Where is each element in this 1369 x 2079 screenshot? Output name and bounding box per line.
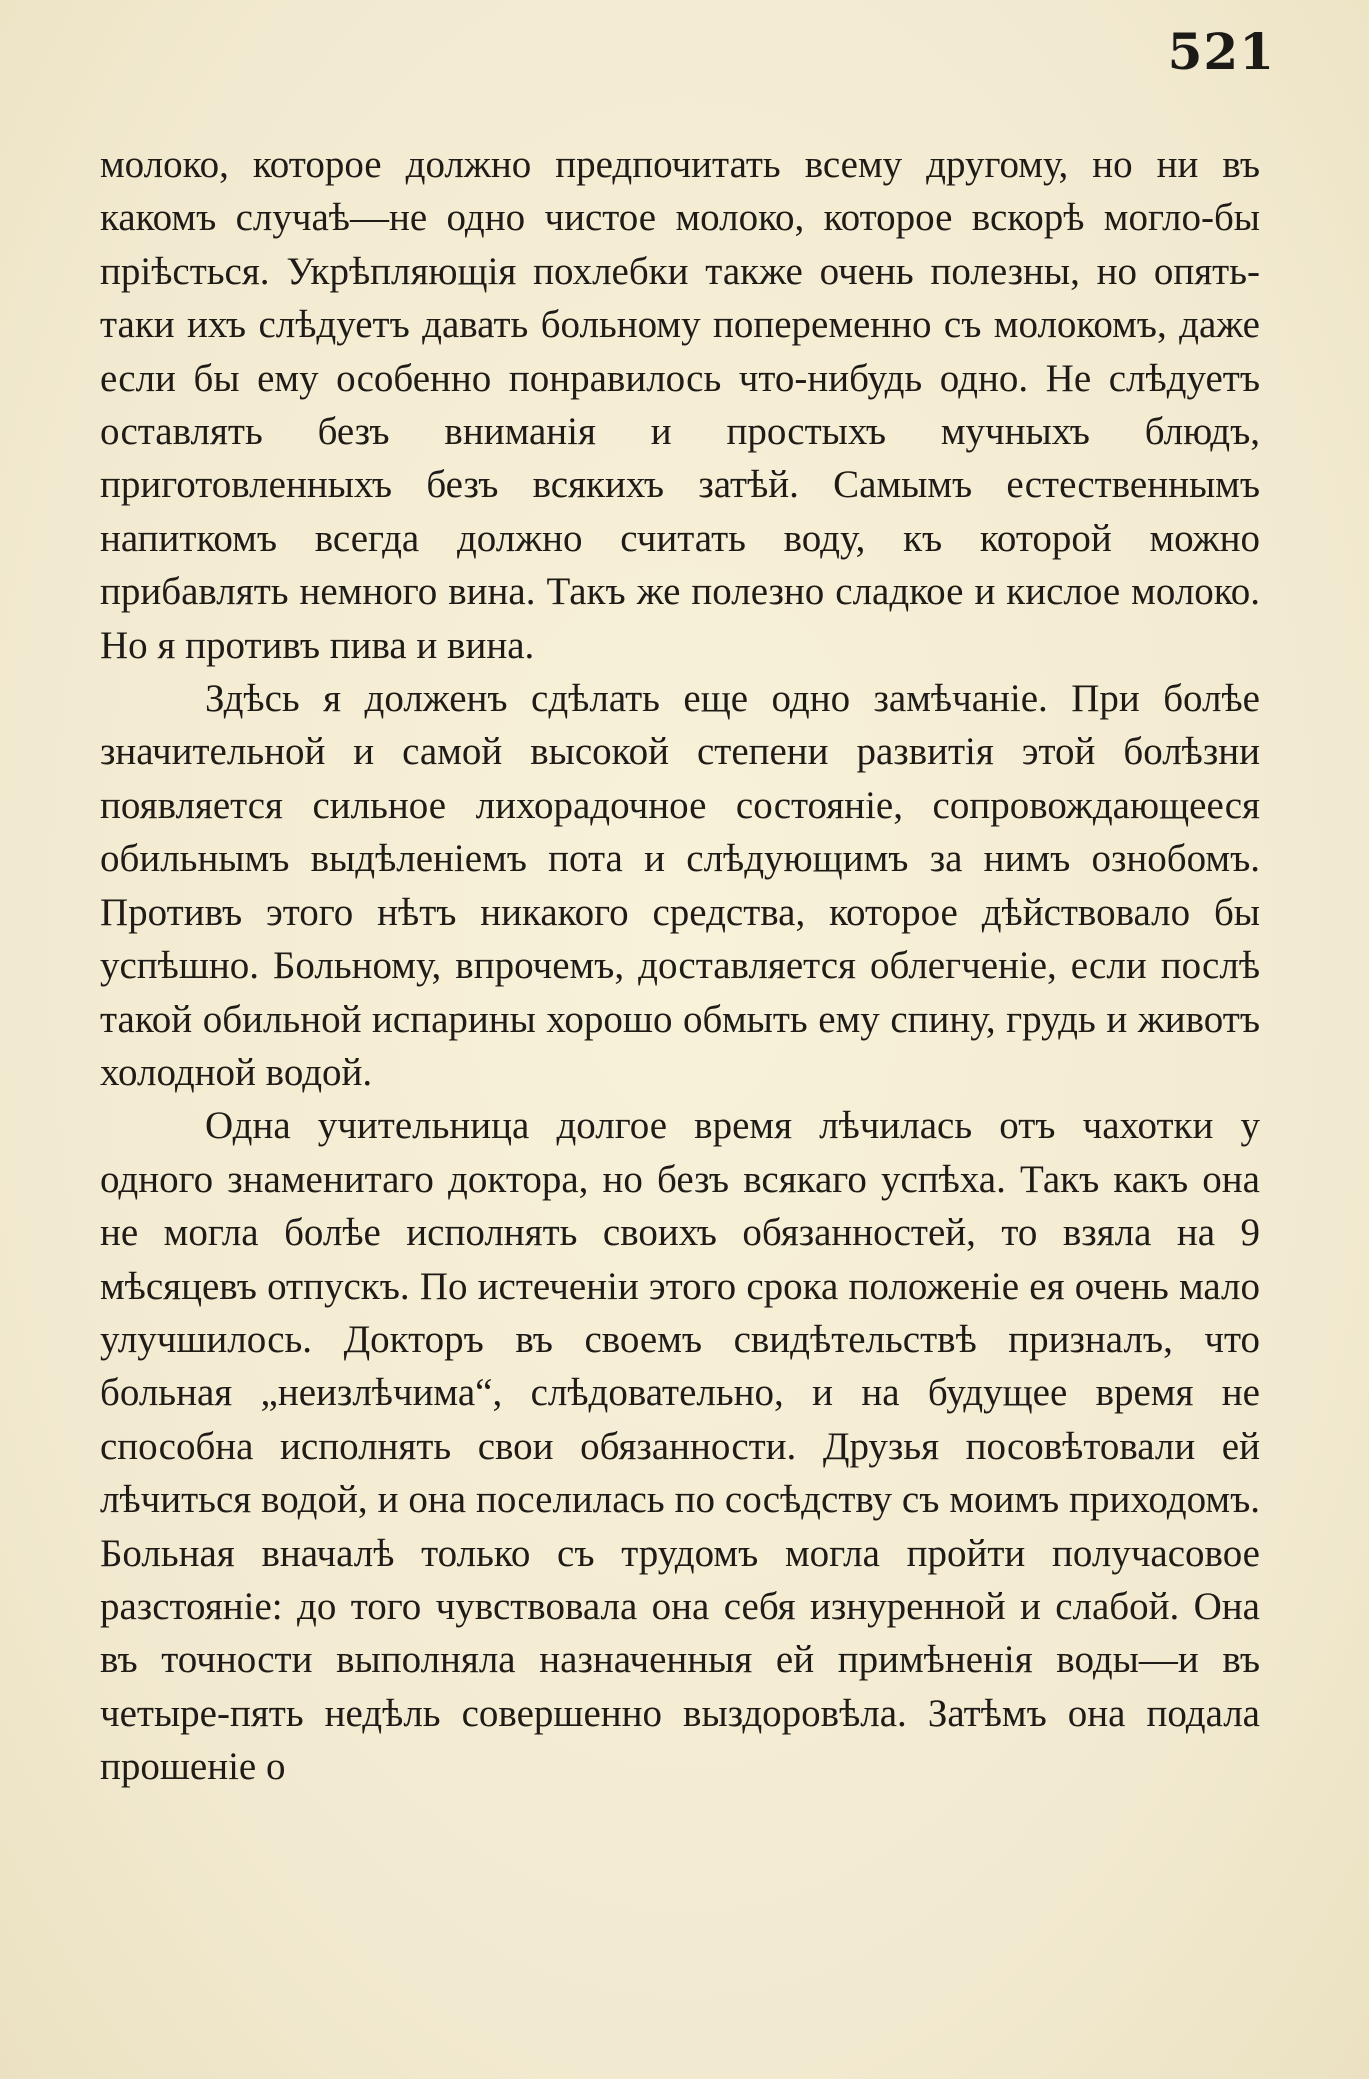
paragraph-teacher-case: Одна учительница долгое время лѣчилась отъ чахотки у одного знаменитаго доктора, но безъ всякаго успѣха. Такъ какъ она не могла болѣе исполнять своихъ обязанностей, то взяла на 9 мѣсяцевъ отпускъ. По истеченіи этого срока положеніе ея очень мало улучшилось. Докторъ въ своемъ свидѣтельствѣ призналъ, что больная „неизлѣчима“, слѣдовательно, и на будущее время не способна исполнять свои обязанности. Друзья посовѣтовали ей лѣчиться водой, и она поселилась по сосѣдству съ моимъ приходомъ. Больная вначалѣ только съ трудомъ могла пройти получасовое разстояніе: до того чувствовала она себя изнуренной и слабой. Она въ точности выполняла назначенныя ей примѣненія воды—и въ четыре-пять недѣль совершенно выздоровѣла. Затѣмъ она подала прошеніе о: [100, 1104, 1260, 1789]
page-number: 521: [1167, 22, 1275, 81]
paragraph-diet: молоко, которое должно предпочитать всему другому, но ни въ какомъ случаѣ—не одно чистое молоко, которое вскорѣ могло-бы пріѣсться. Укрѣпляющія похлебки также очень полезны, но опять-таки ихъ слѣдуетъ давать больному попеременно съ молокомъ, даже если бы ему особенно понравилось что-нибудь одно. Не слѣдуетъ оставлять безъ вниманія и простыхъ мучныхъ блюдъ, приготовленныхъ безъ всякихъ затѣй. Самымъ естественнымъ напиткомъ всегда должно считать воду, къ которой можно прибавлять немного вина. Такъ же полезно сладкое и кислое молоко. Но я противъ пива и вина.: [100, 143, 1260, 667]
body-text: [100, 138, 1260, 1794]
paragraph-fever: Здѣсь я долженъ сдѣлать еще одно замѣчаніе. При болѣе значительной и самой высокой степени развитія этой болѣзни появляется сильное лихорадочное состояніе, сопровождающееся обильнымъ выдѣленіемъ пота и слѣдующимъ за нимъ ознобомъ. Противъ этого нѣтъ никакого средства, которое дѣйствовало бы успѣшно. Больному, впрочемъ, доставляется облегченіе, если послѣ такой обильной испарины хорошо обмыть ему спину, грудь и животъ холодной водой.: [100, 677, 1260, 1094]
